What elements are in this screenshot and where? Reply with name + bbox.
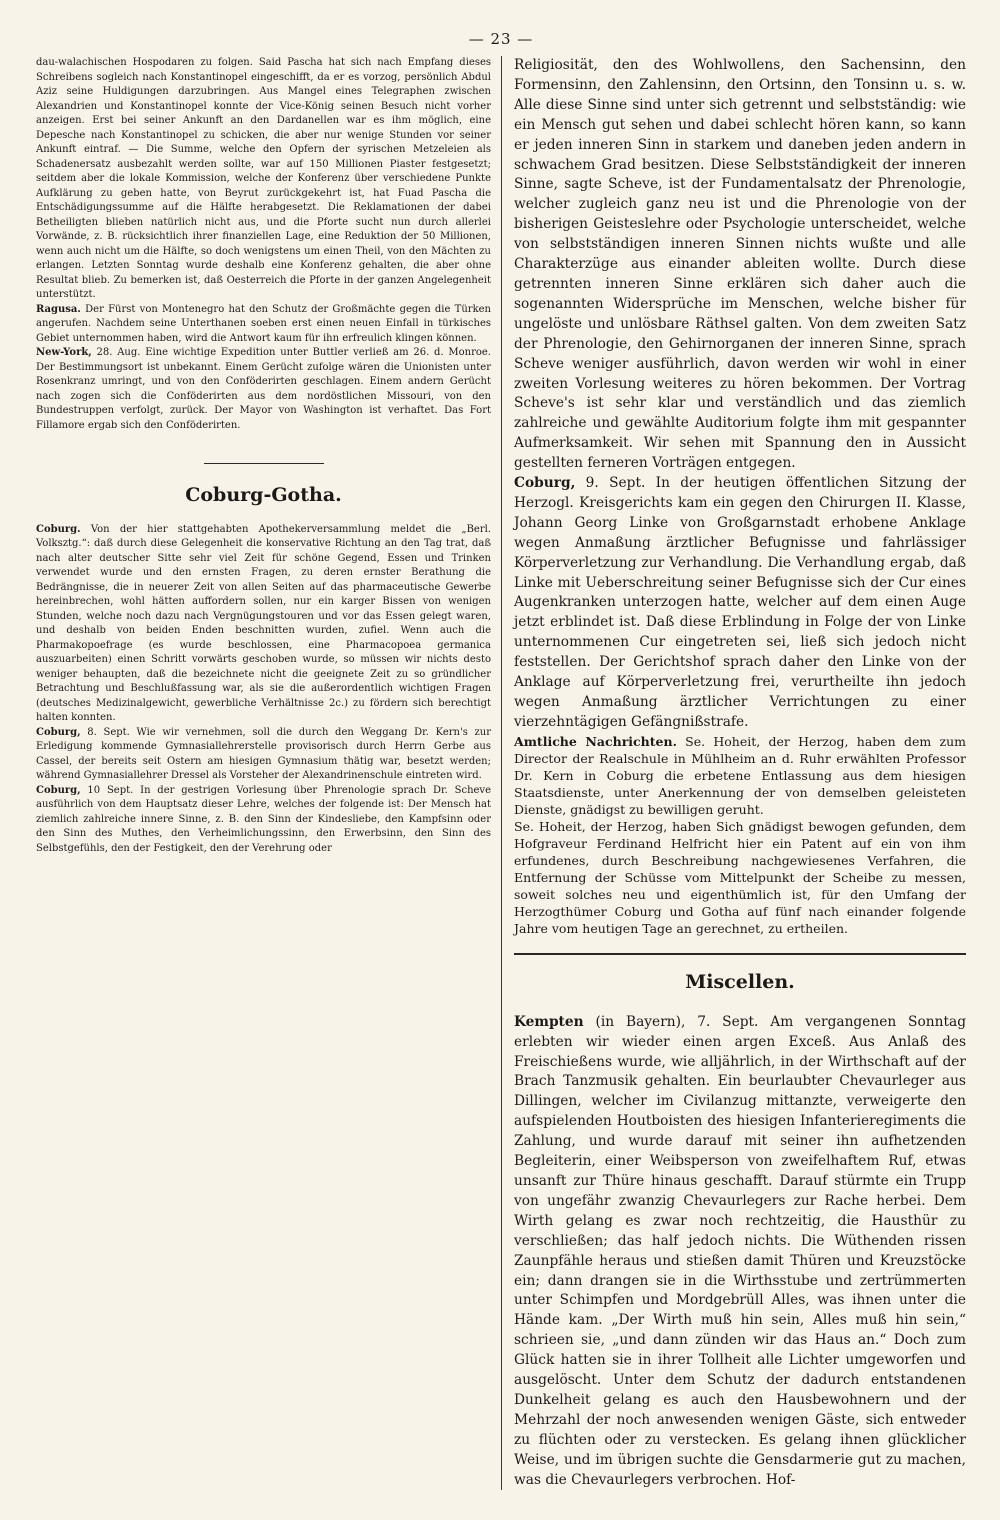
article-paragraph xyxy=(36,346,491,433)
article-dateline: Coburg, xyxy=(514,475,576,492)
coburg-articles xyxy=(36,523,491,857)
misc-articles xyxy=(514,1013,966,1491)
article-text: 10 Sept. In der gestrigen Vorlesung über Phrenologie sprach Dr. Scheve ausführlich von dem Hauptsatz dieser Lehre, welches der folgende ist: Der Mensch hat ziemlich zahlreiche innere Sinne, z. B. den Sinn der Kindesliebe, den Kampfsinn oder den Sinn des Muthes, den Verheimlichungssinn, den Erwerbsinn, den Sinn des Selbstgefühls, den der Festigkeit, den der Verehrung oder xyxy=(36,784,491,854)
article-text: (in Bayern), 7. Sept. Am vergangenen Sonntag erlebten wir wieder einen argen Exceß. Aus Anlaß des Freischießens wurde, wie alljährlich, in der Wirthschaft auf der Brach Tanzmusik gehalten. Ein beurlaubter Chevaurleger aus Dillingen, welcher im Civilanzug mittanzte, verweigerte den aufspielenden Houtboisten des hiesigen Infanterieregiments die Zahlung, und wurde darauf mit seiner ihn aufhetzenden Begleiterin, einer Weibsperson von zweifelhaftem Ruf, etwas unsanft zur Thüre hinaus geschafft. Darauf stürmte ein Trupp von ungefähr zwanzig Chevaurlegers zur Rache herbei. Dem Wirth gelang es zwar noch rechtzeitig, die Hausthür zu verschließen; das half jedoch nichts. Die Wüthenden rissen Zaunpfähle heraus und stießen damit Thüren und Kreuzstöcke ein; dann drangen sie in die Wirthsstube und zertrümmerten unter Schimpfen und Mordgebrüll Alles, was ihnen unter die Hände kam. „Der Wirth muß hin sein, Alles muß hin sein,“ schrieen sie, „und dann zünden wir das Haus an.“ Doch zum Glück hatten sie in ihrer Tollheit alle Lichter umgeworfen und ausgelöscht. Unter dem Schutz der dadurch entstandenen Dunkelheit gelang es auch den Hausbewohnern und der Mehrzahl der noch anwesenden wenigen Gäste, sich entweder zu flüchten oder zu verstecken. Es gelang ihnen glücklicher Weise, und im übrigen suchte die Gensdarmerie gut zu machen, was die Chevaurlegers verbrochen. Hof- xyxy=(514,1013,966,1488)
article-text: dau-walachischen Hospodaren zu folgen. Said Pascha hat sich nach Empfang dieses Schreibens sogleich nach Konstantinopel eingeschifft, da er es vorzog, persönlich Abdul Aziz seine Huldigungen darzubringen. Aus Mangel eines Telegraphen zwischen Alexandrien und Konstantinopel konnte der Vice-König seinen Besuch nicht vorher anzeigen. Erst bei seiner Ankunft an den Dardanellen war es ihm möglich, eine Depesche nach Konstantinopel zu schicken, die aber nur wenige Stunden vor seiner Ankunft eintraf. — Die Summe, welche den Opfern der syrischen Metzeleien als Schadenersatz ausbezahlt werden sollte, war auf 150 Millionen Piaster festgesetzt; seitdem aber die lokale Kommission, welche der Konferenz über verschiedene Punkte Aufklärung zu geben hatte, von Beyrut zurückgekehrt ist, hat Fuad Pascha die Entschädigungssumme auf die Hälfte herabgesetzt. Die Reklamationen der dabei Betheiligten blieben natürlich nicht aus, und die Pforte sucht nun durch allerlei Vorwände, z. B. rücksichtlich ihrer finanziellen Lage, eine Reduktion der 50 Millionen, wenn auch nicht um die Hälfte, so doch wenigstens um einen Theil, von den Mächten zu erlangen. Letzten Sonntag wurde deshalb eine Konferenz gehalten, die aber ohne Resultat blieb. Zu bemerken ist, daß Oesterreich die Pforte in der ganzen Angelegenheit unterstützt. xyxy=(36,57,491,300)
article-dateline: Ragusa. xyxy=(36,303,81,315)
article-paragraph xyxy=(36,784,491,857)
article-text: 28. Aug. Eine wichtige Expedition unter Buttler verließ am 26. d. Monroe. Der Bestimmungsort ist unbekannt. Einem Gerücht zufolge wären die Unionisten unter Rosenkranz umringt, und von den Conföderirten geschlagen. Einem andern Gerücht nach zogen sich die Conföderirten aus dem nordöstlichen Missouri, von den Bundestruppen verfolgt, zurück. Der Mayor von Washington ist verhaftet. Das Fort Fillamore ergab sich den Conföderirten. xyxy=(36,347,491,431)
columns xyxy=(36,56,966,1490)
article-text: 9. Sept. In der heutigen öffentlichen Sitzung der Herzogl. Kreisgerichts kam ein gegen den Chirurgen II. Klasse, Johann Georg Linke von Großgarnstadt erhobene Anklage wegen Anmaßung ärztlicher Befugnisse und fahrlässiger Körperverletzung zur Verhandlung. Die Verhandlung ergab, daß Linke mit Ueberschreitung seiner Befugnisse sich der Cur eines Augenkranken unterzogen hatte, welcher auf dem einen Auge jetzt erblindet ist. Daß diese Erblindung in Folge der von Linke unternommenen Cur eingetreten sei, ließ sich jedoch nicht feststellen. Der Gerichtshof sprach daher den Linke von der Anklage auf Körperverletzung frei, verurtheilte ihn jedoch wegen Anmaßung ärztlicher Verrichtungen zu einer vierzehntägigen Gefängnißstrafe. xyxy=(514,475,966,730)
section-title: Coburg-Gotha. xyxy=(185,484,342,506)
article-paragraph xyxy=(36,56,491,303)
article-paragraph xyxy=(36,523,491,726)
article-text: Se. Hoheit, der Herzog, haben Sich gnädigst bewogen gefunden, dem Hofgraveur Ferdinand Helfricht hier ein Patent auf ein von ihm erfundenes, durch Beschreibung nachgewiesenes Verfahren, die Entfernung der Schüsse vom Mittelpunkt der Scheibe zu messen, soweit solches neu und eigenthümlich ist, für den Umfang der Herzogthümer Coburg und Gotha auf fünf nach einander folgende Jahre vom heutigen Tage an gerechnet, zu ertheilen. xyxy=(514,818,966,936)
article-text: Von der hier stattgehabten Apothekerversammlung meldet die „Berl. Volksztg.“: daß durch diese Gelegenheit die konservative Richtung an den Tag trat, daß nach alter deutscher Sitte sehr viel Zeit für schöne Gegend, Essen und Trinken verwendet wurde und den ernsten Fragen, zu deren ernster Berathung die Bedrängnisse, die in neuerer Zeit von allen Seiten auf das pharmaceutische Gewerbe hereinbrechen, wohl hätten auffordern sollen, nur ein karger Bissen von wenigen Stunden, welche noch dazu nach Vergnügungstouren und vor das Essen gelegt waren, und deshalb von beiden Enden beschnitten wurden, zufiel. Wenn auch die Pharmakopoefrage (es wurde beschlossen, eine Pharmacopoea germanica auszuarbeiten) einen Schritt vorwärts geschoben wurde, so müssen wir nichts desto weniger behaupten, daß die bezeichnete nicht die geeignete Zeit zu so gründlicher Betrachtung und Beschlußfassung war, als sie die außerordentlich wichtigen Fragen (deutsches Medizinalgewicht, gewerbliche Verhältnisse 2c.) zu fördern sich berechtigt halten konnten. xyxy=(36,523,491,723)
article-paragraph xyxy=(514,1013,966,1491)
section-divider xyxy=(204,463,324,464)
article-paragraph xyxy=(36,726,491,784)
left-articles xyxy=(36,56,491,433)
article-dateline: Coburg, xyxy=(36,726,81,738)
article-paragraph xyxy=(514,56,966,474)
article-dateline: New-York, xyxy=(36,347,92,358)
article-text: Religiosität, den des Wohlwollens, den Sachensinn, den Formensinn, den Zahlensinn, den Ortsinn, den Tonsinn u. s. w. Alle diese Sinne sind unter sich getrennt und selbstständig: wie ein Mensch gut sehen und dabei schlecht hören kann, so kann er jeden inneren Sinn in starkem und daneben jeden andern in schwachem Grad besitzen. Diese Selbstständigkeit der inneren Sinne, sagte Scheve, ist der Fundamentalsatz der Phrenologie, welcher zugleich ganz neu ist und die Phrenologie von der bisherigen Geisteslehre oder Psychologie unterscheidet, welche von selbstständigen inneren Sinnen nichts wußte und alle Charakterzüge aus einander ableiten wollte. Durch diese getrennten inneren Sinne erklären sich daher auch die sogenannten Widersprüche im Menschen, welche bisher für ungelöste und unlösbare Räthsel galten. Von dem zweiten Satz der Phrenologie, den Gehirnorganen der inneren Sinne, sprach Scheve weniger ausführlich, davon werden wir wohl in einer zweiten Vorlesung weiteres zu hören bekommen. Der Vortrag Scheve's ist sehr klar und verständlich und das ziemlich zahlreiche und gewählte Auditorium folgte ihm mit gespannter Aufmerksamkeit. Wir sehen mit Spannung den in Aussicht gestellten ferneren Vorträgen entgegen. xyxy=(514,57,966,472)
left-column xyxy=(36,56,501,1490)
right-articles xyxy=(514,56,966,733)
article-dateline: Kempten xyxy=(514,1013,584,1030)
article-paragraph xyxy=(514,733,966,818)
article-paragraph xyxy=(514,474,966,733)
right-column xyxy=(501,56,966,1490)
article-text: Se. Hoheit, der Herzog, haben dem zum Director der Realschule in Mühlheim an d. Ruhr erwählten Professor Dr. Kern in Coburg die erbetene Entlassung aus dem hiesigen Staatsdienste, unter Anerkennung der von demselben geleisteten Dienste, gnädigst zu bewilligen geruht. xyxy=(514,733,967,817)
misc-title: Miscellen. xyxy=(685,970,795,993)
misc-divider xyxy=(514,953,966,955)
article-dateline: Coburg. xyxy=(36,523,81,535)
page-number: — 23 — xyxy=(468,30,534,48)
article-text: 8. Sept. Wie wir vernehmen, soll die durch den Weggang Dr. Kern's zur Erledigung kommende Gymnasiallehrerstelle provisorisch durch Herrn Gerbe aus Cassel, der bereits seit Ostern am hiesigen Gymnasium thätig war, besetzt werden; während Gymnasiallehrer Dressel als Vorsteher der Alexandrinenschule eintreten wird. xyxy=(36,726,491,781)
article-paragraph xyxy=(514,818,966,937)
official-notices xyxy=(514,733,966,937)
article-paragraph xyxy=(36,303,491,347)
article-text: Der Fürst von Montenegro hat den Schutz der Großmächte gegen die Türken angerufen. Nachdem seine Unterthanen soeben erst einen neuen Einfall in türkisches Gebiet unternommen haben, wird die Antwort kaum für ihn erfreulich klingen können. xyxy=(36,303,491,344)
article-dateline: Amtliche Nachrichten. xyxy=(514,733,677,749)
article-dateline: Coburg, xyxy=(36,784,81,796)
